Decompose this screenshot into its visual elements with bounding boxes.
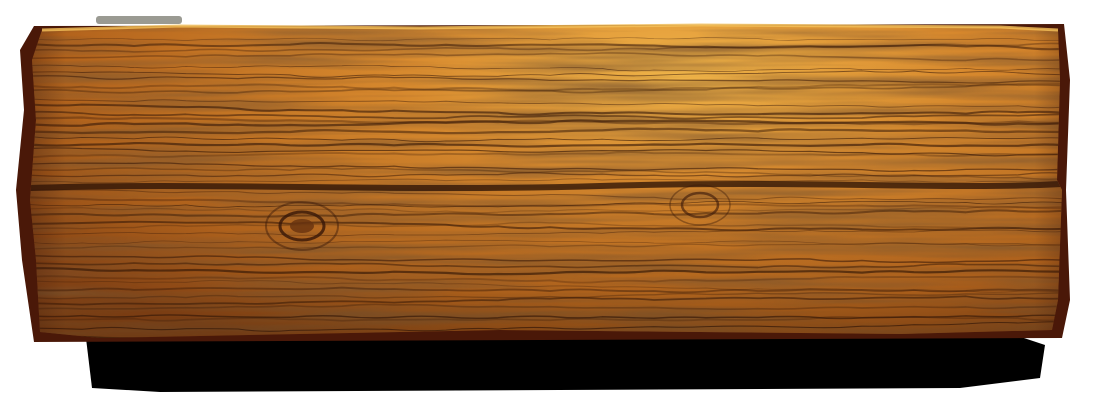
grey-chip bbox=[96, 16, 182, 24]
